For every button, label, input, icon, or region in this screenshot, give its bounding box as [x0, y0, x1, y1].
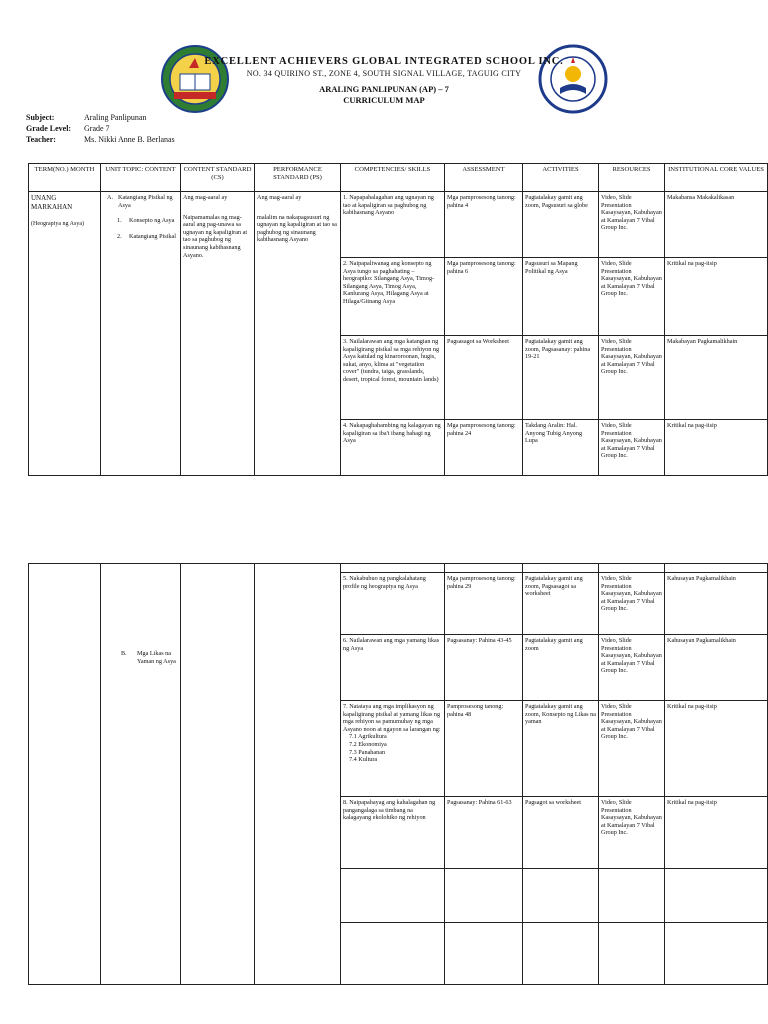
competency-6: 6. Nailalarawan ang mga yamang likas ng Asya — [341, 635, 445, 701]
col-content-standard: CONTENT STANDARD (CS) — [181, 164, 255, 192]
resources-5: Video, Slide Presentation Kasaysayan, Kabuhayan at Kamalayan 7 Vibal Group Inc. — [599, 573, 665, 635]
resources-4: Video, Slide Presentation Kasaysayan, Kabuhayan at Kamalayan 7 Vibal Group Inc. — [599, 420, 665, 476]
activities-spacer — [523, 564, 599, 573]
term-cell-empty — [29, 564, 101, 985]
resources-3: Video, Slide Presentation Kasaysayan, Kabuhayan at Kamalayan 7 Vibal Group Inc. — [599, 336, 665, 420]
activities-6: Pagtatalakay gamit ang zoom — [523, 635, 599, 701]
resources-1: Video, Slide Presentation Kasaysayan, Kabuhayan at Kamalayan 7 Vibal Group Inc. — [599, 192, 665, 258]
col-term: TERM(NO.) MONTH — [29, 164, 101, 192]
performance-standard-body: malalim na nakapagsusuri ng ugnayan ng kapaligiran at tao sa paghubog ng sinaunang kabihasnang Asyano — [257, 213, 337, 244]
performance-standard-cell — [255, 192, 341, 476]
assessment-5: Mga pamprosesong tanong: pahina 29 — [445, 573, 523, 635]
competency-7-text: 7. Natataya ang mga implikasyon ng kapaligirang pisikal at yamang likas ng mga rehiyon sa pamumuhay ng mga Asyano noon at ngayon sa larangan ng: — [343, 703, 441, 733]
performance-standard-head: Ang mag-aaral ay — [257, 194, 302, 201]
meta-subject — [26, 112, 175, 123]
topic-b-title: Mga Likas na Yaman ng Asya — [137, 650, 176, 665]
competency-8: 8. Naipapahayag ang kahalagahan ng pangangalaga sa timbang na kalagayang ekolohiko ng rehiyon — [341, 797, 445, 869]
subject-value: Araling Panlipunan — [84, 113, 147, 122]
teacher-label: Teacher: — [26, 135, 56, 144]
activities-8: Pagsagot sa worksheet — [523, 797, 599, 869]
col-activities: ACTIVITIES — [523, 164, 599, 192]
assessment-3: Pagsasagot sa Worksheet — [445, 336, 523, 420]
activities-4: Takdang Aralin: Hal. Anyong Tubig Anyong Lupa — [523, 420, 599, 476]
competency-7-sublist — [343, 733, 442, 763]
document-title: CURRICULUM MAP — [343, 95, 425, 105]
topic-b — [103, 566, 178, 665]
competency-1: 1. Napapahalagahan ang ugnayan ng tao at kapaligiran sa paghubog ng kabihasnang Asyano — [341, 192, 445, 258]
competency-7 — [341, 701, 445, 797]
col-performance-standard: PERFORMANCE STANDARD (PS) — [255, 164, 341, 192]
assessment-spacer — [445, 564, 523, 573]
document-meta — [26, 112, 175, 145]
content-standard-body: Naipamamalas ng mag-aaral ang pag-unawa sa ugnayan ng kapaligiran at tao sa paghubog ng sinaunang kabihasnang Asyano. — [183, 213, 248, 259]
content-standard-cell — [181, 192, 255, 476]
core-values-1: Makabansa Makakalikasan — [665, 192, 768, 258]
col-assessment: ASSESSMENT — [445, 164, 523, 192]
topic-cell — [101, 192, 181, 476]
activities-1: Pagtatalakay gamit ang zoom, Pagsusuri sa globe — [523, 192, 599, 258]
core-values-4: Kritikal na pag-iisip — [665, 420, 768, 476]
col-core-values: INSTITUTIONAL CORE VALUES — [665, 164, 768, 192]
core-values-5: Kahusayan Pagkamalikhain — [665, 573, 768, 635]
table-header-row — [29, 164, 768, 192]
activities-2: Pagsusuri sa Mapang Politikal ng Asya — [523, 258, 599, 336]
topic-a-sub-2 — [103, 233, 178, 241]
activities-7: Pagtatalakay gamit ang zoom, Konsepto ng Likas na yaman — [523, 701, 599, 797]
topic-a-sub-1-text: Konsepto ng Asya — [129, 217, 175, 225]
topic-a-sub-2-text: Katangiang Pisikal — [129, 232, 176, 240]
col-competencies: COMPETENCIES/ SKILLS — [341, 164, 445, 192]
topic-a-sub-1-num: 1. — [117, 217, 122, 225]
curriculum-map-table-2 — [28, 563, 768, 985]
core-values-spacer — [665, 564, 768, 573]
resources-7: Video, Slide Presentation Kasaysayan, Kabuhayan at Kamalayan 7 Vibal Group Inc. — [599, 701, 665, 797]
grade-value: Grade 7 — [84, 124, 110, 133]
topic-b-letter: B. — [121, 650, 127, 657]
core-values-3: Makabayan Pagkamalikhain — [665, 336, 768, 420]
school-address: NO. 34 QUIRINO ST., ZONE 4, SOUTH SIGNAL VILLAGE, TAGUIG CITY — [246, 69, 522, 78]
competency-3: 3. Nailalarawan ang mga katangian ng kapaligirang pisikal sa mga rehiyon ng Asya katulad ng kinaroroonan, hugis, sukat, anyo, klima at "vegetation cover" (tundra, taiga, grasslands, desert, tropical forest, mountain lands) — [341, 336, 445, 420]
competency-2: 2. Naipapaliwanag ang konsepto ng Asya tungo sa paghahating – heograpiko: Silangang Asya, Timog-Silangang Asya, Timog Asya, Kanlurang Asya, Hilagang Asya at Hilaga/Gitnang Asya — [341, 258, 445, 336]
competency-4: 4. Nakapaghahambing ng kalagayan ng kapaligiran sa iba't ibang bahagi ng Asya — [341, 420, 445, 476]
school-name: EXCELLENT ACHIEVERS GLOBAL INTEGRATED SCHOOL INC. — [204, 56, 564, 67]
performance-standard-empty — [255, 564, 341, 985]
curriculum-map-table-1 — [28, 163, 768, 476]
teacher-value: Ms. Nikki Anne B. Berlanas — [84, 135, 175, 144]
assessment-2: Mga pamprosesong tanong: pahina 6 — [445, 258, 523, 336]
activities-3: Pagtatalakay gamit ang zoom, Pagsasanay: pahina 19-21 — [523, 336, 599, 420]
list-item: 7.3 Panahanan — [349, 748, 386, 756]
core-values-2: Kritikal na pag-iisip — [665, 258, 768, 336]
term-name: UNANG MARKAHAN — [31, 194, 73, 211]
list-item: 7.1 Agrikultura — [349, 733, 387, 741]
resources-2: Video, Slide Presentation Kasaysayan, Kabuhayan at Kamalayan 7 Vibal Group Inc. — [599, 258, 665, 336]
subject-label: Subject: — [26, 113, 55, 122]
content-standard-empty — [181, 564, 255, 985]
meta-teacher — [26, 134, 175, 145]
topic-a-title: Katangiang Pisikal ng Asya — [118, 194, 173, 209]
activities-5: Pagtatalakay gamit ang zoom, Pagsasagot sa worksheet — [523, 573, 599, 635]
term-cell — [29, 192, 101, 476]
table-row — [29, 192, 768, 258]
assessment-7: Pamprosesong tanong: pahina 48 — [445, 701, 523, 797]
table-row — [29, 564, 768, 573]
core-values-7: Kritikal na pag-iisip — [665, 701, 768, 797]
content-standard-head: Ang mag-aaral ay — [183, 194, 228, 201]
competency-5: 5. Nakabubuo ng pangkalahatang profile ng heograpiya ng Asya — [341, 573, 445, 635]
col-resources: RESOURCES — [599, 164, 665, 192]
core-values-8: Kritikal na pag-iisip — [665, 797, 768, 869]
topic-a-sub-1 — [103, 217, 178, 225]
resources-6: Video, Slide Presentation Kasaysayan, Kabuhayan at Kamalayan 7 Vibal Group Inc. — [599, 635, 665, 701]
assessment-6: Pagsasanay: Pahina 43-45 — [445, 635, 523, 701]
competency-spacer — [341, 564, 445, 573]
subject-title: ARALING PANLIPUNAN (AP) – 7 — [319, 84, 449, 94]
grade-label: Grade Level: — [26, 124, 72, 133]
assessment-1: Mga pamprosesong tanong: pahina 4 — [445, 192, 523, 258]
resources-spacer — [599, 564, 665, 573]
assessment-4: Mga pamprosesong tanong: pahina 24 — [445, 420, 523, 476]
topic-a-letter: A. — [107, 194, 114, 201]
resources-8: Video, Slide Presentation Kasaysayan, Kabuhayan at Kamalayan 7 Vibal Group Inc. — [599, 797, 665, 869]
assessment-8: Pagsasanay: Pahina 61-63 — [445, 797, 523, 869]
meta-grade — [26, 123, 175, 134]
term-sub: (Heograpiya ng Asya) — [31, 221, 84, 227]
col-topic: UNIT TOPIC: CONTENT — [101, 164, 181, 192]
list-item: 7.4 Kultura — [349, 756, 378, 764]
list-item: 7.2 Ekonomiya — [349, 740, 387, 748]
topic-a — [103, 194, 178, 209]
core-values-6: Kahusayan Pagkamalikhain — [665, 635, 768, 701]
topic-a-sub-2-num: 2. — [117, 232, 122, 240]
topic-cell-b — [101, 564, 181, 985]
